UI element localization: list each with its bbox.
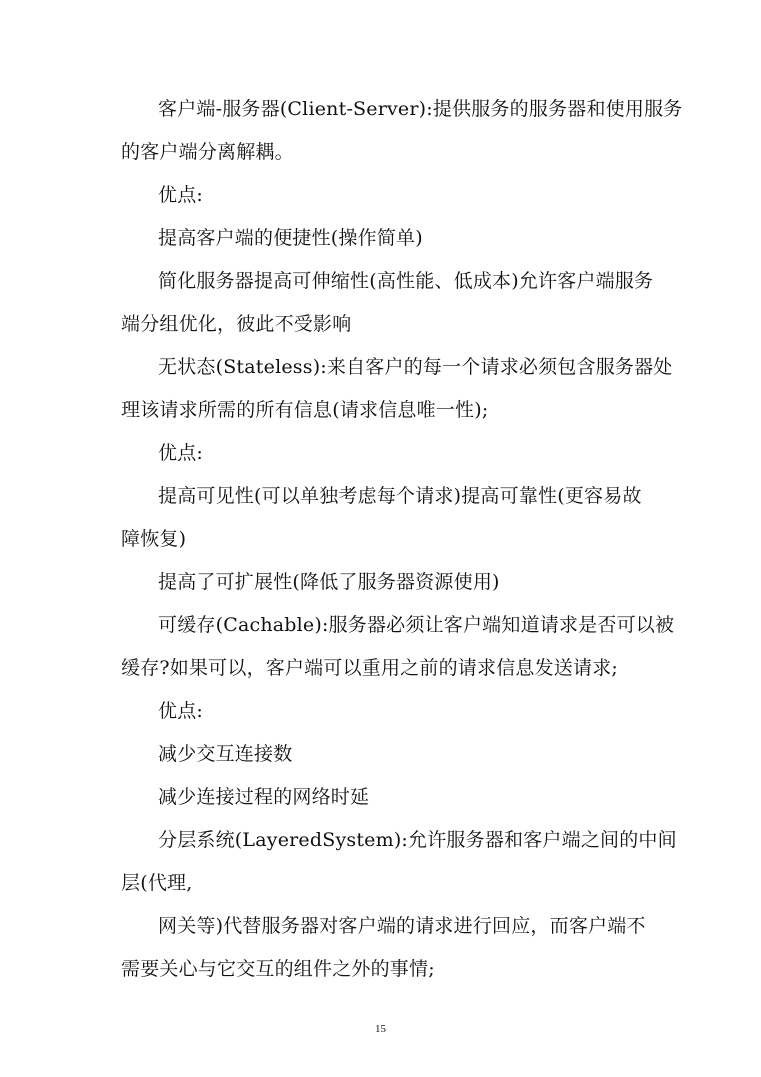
advantage-portability: 提高客户端的便捷性(操作简单) [158,227,423,249]
paragraph-layered-line-3: 网关等)代替服务器对客户端的请求进行回应，而客户端不 [158,915,646,937]
advantage-fewer-connections: 减少交互连接数 [158,743,293,765]
advantage-scalability-line-1: 简化服务器提高可伸缩性(高性能、低成本)允许客户端服务 [158,270,654,292]
advantage-extensibility: 提高了可扩展性(降低了服务器资源使用) [158,571,500,593]
page-number: 15 [375,1023,386,1035]
advantage-visibility-line-2: 障恢复) [121,528,187,550]
advantage-visibility-line-1: 提高可见性(可以单独考虑每个请求)提高可靠性(更容易故 [158,485,642,507]
paragraph-client-server-line-2: 的客户端分离解耦。 [121,141,294,163]
paragraph-client-server-line-1: 客户端-服务器(Client-Server):提供服务的服务器和使用服务 [158,98,683,120]
paragraph-stateless-line-1: 无状态(Stateless):来自客户的每一个请求必须包含服务器处 [158,356,673,378]
paragraph-layered-line-4: 需要关心与它交互的组件之外的事情; [121,958,435,980]
paragraph-layered-line-2: 层(代理, [121,872,193,894]
advantages-heading-1: 优点: [158,184,204,206]
advantage-scalability-line-2: 端分组优化，彼此不受影响 [121,313,352,335]
advantages-heading-3: 优点: [158,700,204,722]
paragraph-stateless-line-2: 理该请求所需的所有信息(请求信息唯一性); [121,399,489,421]
paragraph-cachable-line-1: 可缓存(Cachable):服务器必须让客户端知道请求是否可以被 [158,614,675,636]
paragraph-cachable-line-2: 缓存?如果可以，客户端可以重用之前的请求信息发送请求; [121,657,618,679]
paragraph-layered-line-1: 分层系统(LayeredSystem):允许服务器和客户端之间的中间 [158,829,677,851]
advantage-lower-latency: 减少连接过程的网络时延 [158,786,370,808]
advantages-heading-2: 优点: [158,442,204,464]
